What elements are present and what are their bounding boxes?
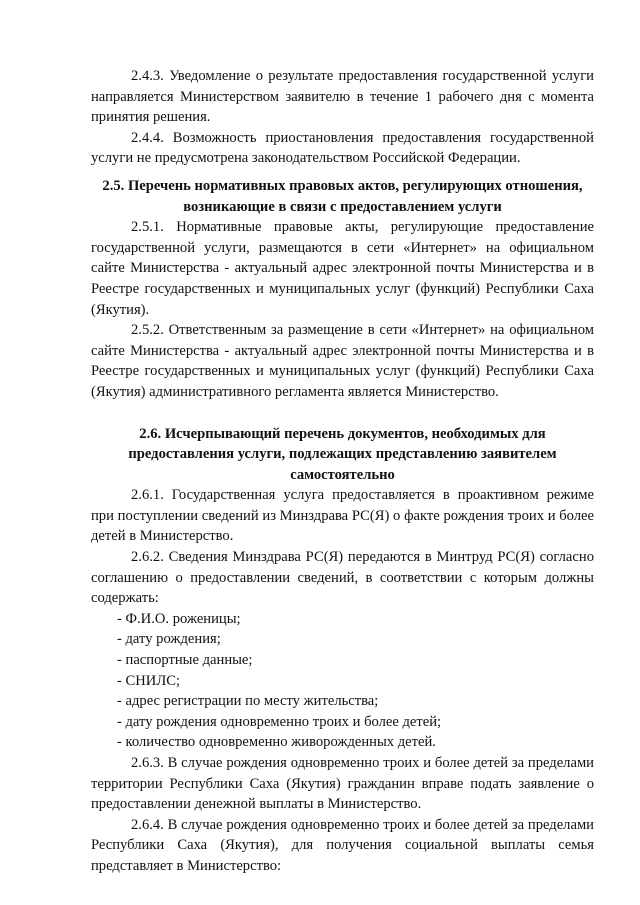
list-item: - дату рождения одновременно троих и более детей; bbox=[117, 713, 442, 730]
paragraph-2-4-4: 2.4.4. Возможность приостановления предоставления государственной услуги не предусмотрена законодательством Российской Федерации. bbox=[91, 129, 594, 167]
paragraph-2-5-2: 2.5.2. Ответственным за размещение в сети «Интернет» на официальном сайте Министерства - актуальный адрес электронной почты Министерства и в Реестре государственных и муниципальных услуг (функций) Республики Саха (Якутия) административного регламента является Министерство. bbox=[91, 322, 594, 400]
section-heading-2-5: 2.5. Перечень нормативных правовых актов, регулирующих отношения, возникающие в связи с предоставлением услуги bbox=[102, 177, 583, 215]
list-item: - паспортные данные; bbox=[117, 652, 253, 669]
paragraph-2-6-1: 2.6.1. Государственная услуга предоставляется в проактивном режиме при поступлении сведений из Минздрава РС(Я) о факте рождения троих и более детей в Министерство. bbox=[91, 487, 594, 545]
paragraph-2-6-2: 2.6.2. Сведения Минздрава РС(Я) передаются в Минтруд РС(Я) согласно соглашению о предоставлении сведений, в соответствии с которым должны содержать: bbox=[91, 549, 594, 607]
list-item: - СНИЛС; bbox=[117, 672, 181, 689]
paragraph-2-4-3: 2.4.3. Уведомление о результате предоставления государственной услуги направляется Министерством заявителю в течение 1 рабочего дня с момента принятия решения. bbox=[91, 68, 594, 126]
section-heading-2-6: 2.6. Исчерпывающий перечень документов, необходимых для предоставления услуги, подлежащих представлению заявителем самостоятельно bbox=[128, 425, 557, 483]
list-item: - дату рождения; bbox=[117, 631, 221, 648]
list-item: - адрес регистрации по месту жительства; bbox=[117, 693, 379, 710]
list-item: - Ф.И.О. роженицы; bbox=[117, 610, 241, 627]
paragraph-2-5-1: 2.5.1. Нормативные правовые акты, регулирующие предоставление государственной услуги, размещаются в сети «Интернет» на официальном сайте Министерства - актуальный адрес электронной почты Министерства и в Реестре государственных и муниципальных услуг (функций) Республики Саха (Якутия). bbox=[91, 219, 594, 318]
paragraph-2-6-4: 2.6.4. В случае рождения одновременно троих и более детей за пределами Республики Саха (Якутия), для получения социальной выплаты семья представляет в Министерство: bbox=[91, 816, 594, 874]
paragraph-2-6-3: 2.6.3. В случае рождения одновременно троих и более детей за пределами территории Республики Саха (Якутия) гражданин вправе подать заявление о предоставлении денежной выплаты в Министерство. bbox=[91, 755, 594, 813]
list-item: - количество одновременно живорожденных детей. bbox=[117, 734, 436, 751]
required-data-list bbox=[91, 609, 594, 753]
